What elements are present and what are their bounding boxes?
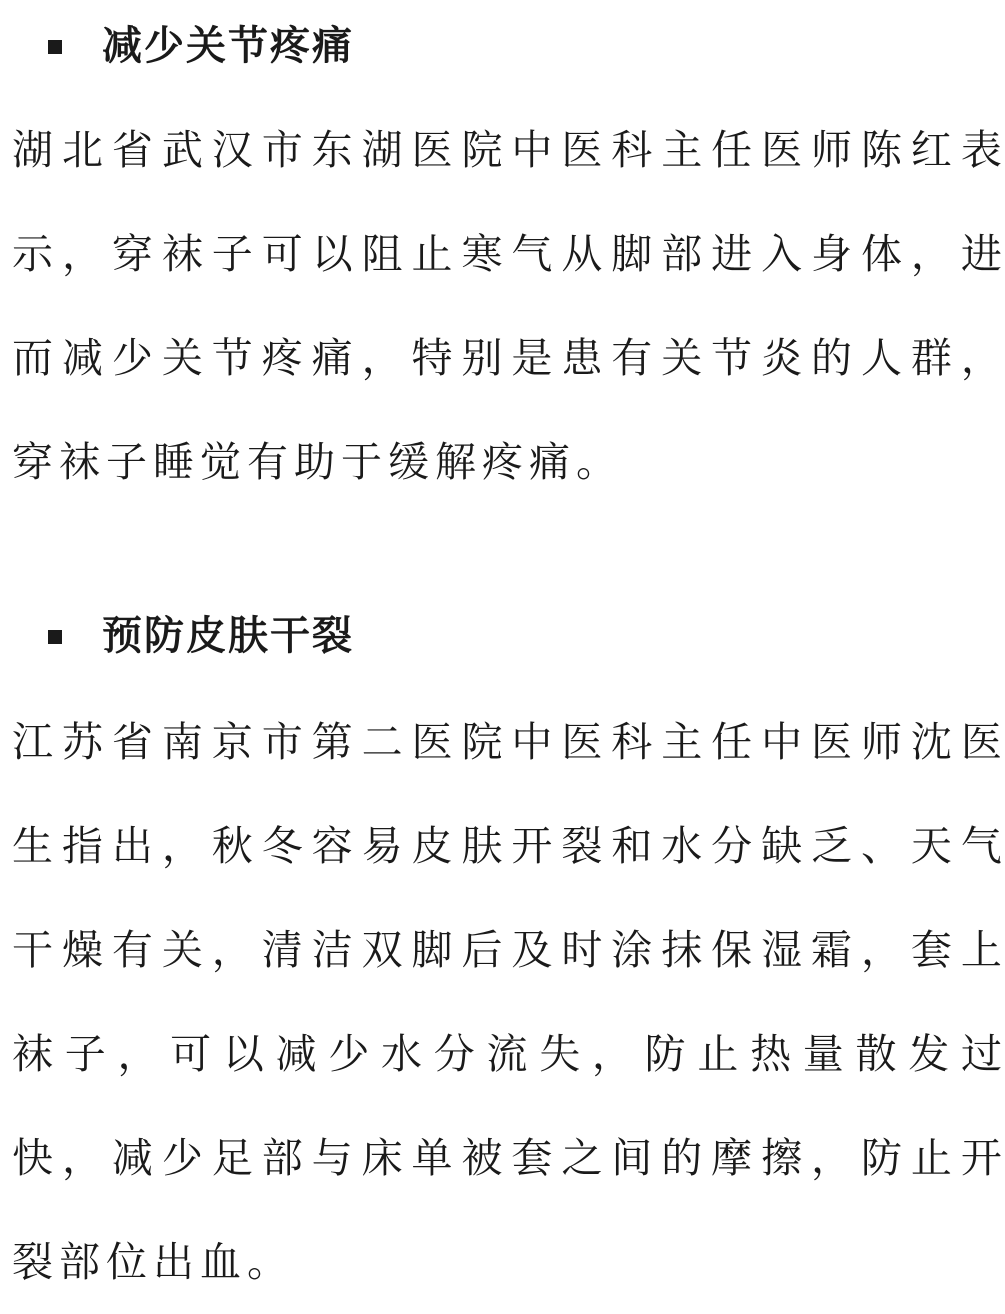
paragraph	[12, 690, 1002, 1314]
paragraph	[12, 98, 1002, 514]
paragraph-line: 裂部位出血。	[12, 1238, 294, 1286]
paragraph-line: 江 苏 省 南 京 市 第 二 医 院 中 医 科 主 任 中 医 师 沈 医	[12, 718, 1002, 766]
paragraph-line: 而 减 少 关 节 疼 痛 ， 特 别 是 患 有 关 节 炎 的 人 群 ，	[12, 334, 1002, 382]
paragraph-line: 穿袜子睡觉有助于缓解疼痛。	[12, 438, 623, 486]
paragraph-line: 快 ， 减 少 足 部 与 床 单 被 套 之 间 的 摩 擦 ， 防 止 开	[12, 1134, 1002, 1182]
paragraph-line: 示 ， 穿 袜 子 可 以 阻 止 寒 气 从 脚 部 进 入 身 体 ， 进	[12, 230, 1002, 278]
section-heading	[0, 606, 1005, 666]
paragraph-line: 袜 子 ， 可 以 减 少 水 分 流 失 ， 防 止 热 量 散 发 过	[12, 1030, 1002, 1078]
square-bullet-icon	[48, 630, 62, 644]
section-heading	[0, 16, 1005, 76]
square-bullet-icon	[48, 40, 62, 54]
paragraph-line: 生 指 出 ， 秋 冬 容 易 皮 肤 开 裂 和 水 分 缺 乏 、 天 气	[12, 822, 1002, 870]
heading-text: 减少关节疼痛	[102, 23, 354, 69]
paragraph-line: 干 燥 有 关 ， 清 洁 双 脚 后 及 时 涂 抹 保 湿 霜 ， 套 上	[12, 926, 1002, 974]
paragraph-line: 湖 北 省 武 汉 市 东 湖 医 院 中 医 科 主 任 医 师 陈 红 表	[12, 126, 1002, 174]
heading-text: 预防皮肤干裂	[102, 613, 354, 659]
